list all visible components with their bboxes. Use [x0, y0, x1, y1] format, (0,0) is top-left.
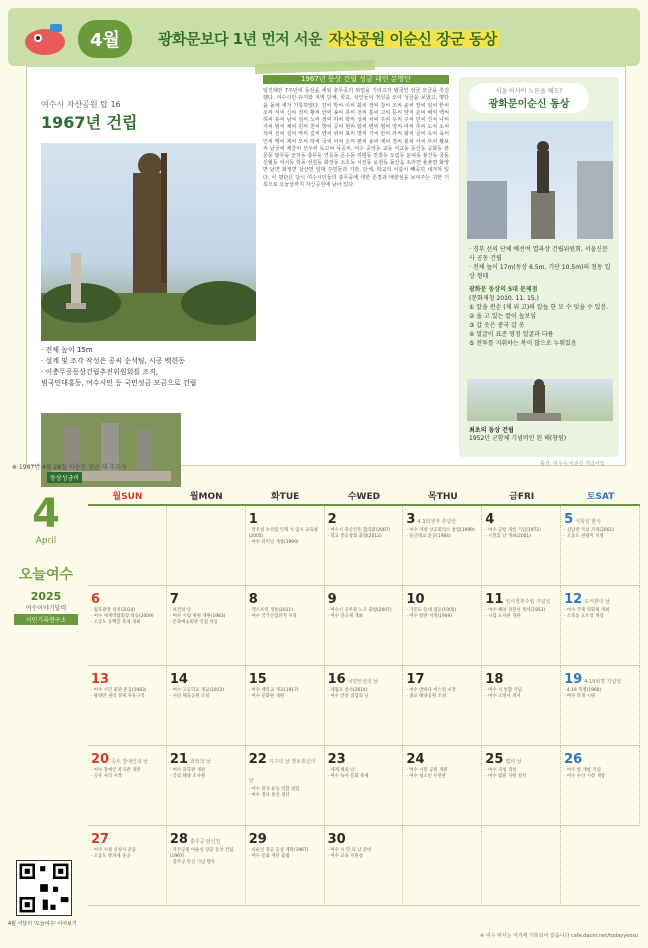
day-number: 1: [248, 512, 258, 527]
calendar-day-16[interactable]: [325, 666, 404, 746]
day-events: · 세월호 참사(2014) · 여수 안전 점검의 날: [327, 688, 369, 699]
facts-list: [41, 345, 256, 389]
calendar-day-20[interactable]: [88, 746, 167, 826]
article-column: [263, 75, 449, 460]
speech-bubble: [469, 83, 589, 113]
calendar-day-14[interactable]: [167, 666, 246, 746]
day-events: · 여수 해양 경찰서 개서(1953) · 시립 도서관 개관: [485, 608, 546, 619]
gwanghwamun-photo: [467, 121, 613, 239]
left-caption-big: 1967년 건립: [41, 113, 138, 132]
rp-point: ② 올 고 있는 칼이 높보임: [469, 313, 537, 320]
day-number: 2: [327, 512, 337, 527]
day-number: 3: [406, 512, 416, 527]
day-events: · 여수 시 민 의 날 준비 · 여수 교육 지원청: [327, 848, 372, 859]
day-number: 30: [327, 832, 346, 847]
fact-item: · 이충무공동상건립추진위원회를 조직,: [41, 368, 159, 376]
day-number: 7: [169, 592, 179, 607]
calendar-day-30[interactable]: [325, 826, 404, 906]
day-observance: 도서관의 날: [584, 599, 610, 605]
statue-photo: [41, 143, 256, 341]
day-events: · 여수 국제 영화제 개최 · 소호동 요트장 개장: [564, 608, 610, 619]
day-events: · 여수 시 통합 기념 · 여수 소방서 개서: [485, 688, 522, 699]
day-number: 8: [248, 592, 258, 607]
dow-wed: 수WED: [347, 492, 381, 502]
day-events: · 자산공원 이순신 장군 동상 건립(1967) · 충무공 탄신 기념 행사: [169, 848, 234, 865]
day-events: · 여수시 축산진흥 협의회(2007) · 학교 총동창회 출범(2012): [327, 528, 391, 539]
day-events: · 보건의 날 · 여수 시립 병원 개원(1983) · 문화예술회관 건립 착공: [169, 608, 226, 625]
day-events: · 여수 대학교 개교(1917) · 여수 문화원 개원: [248, 688, 299, 699]
day-events: · 거문도 등대 점등(1905) · 여수 항만 지정(1949): [406, 608, 457, 619]
page-title: [158, 28, 499, 49]
rp-point: ③ 갑 옷은 중국 갑 옷: [469, 322, 525, 329]
calendar-day-6[interactable]: [88, 586, 167, 666]
calendar-empty-cell: [403, 826, 482, 906]
dow-mon: 월MON: [189, 492, 223, 502]
day-events: · 이순신 장군 동상 제막(1967) · 여수 문화 재단 출범: [248, 848, 309, 859]
fact-item: · 전체 높이 15m: [41, 346, 93, 354]
day-events: · 여수 과학관 개관 · 국립 해양 조사원: [169, 768, 206, 779]
calendar-day-18[interactable]: [482, 666, 561, 746]
day-events: · 만우절 수산업 언제 시 임시 교육청(2005) · 여수 터미널 개장(1999): [248, 528, 318, 545]
day-number: 16: [327, 672, 346, 687]
rp-caption-heading: 최초의 동상 건립: [469, 427, 514, 434]
calendar-empty-cell: [88, 506, 167, 586]
calendar-day-13[interactable]: [88, 666, 167, 746]
credit: 출처: 여수시 이순신 기념사업: [540, 461, 605, 467]
calendar-day-17[interactable]: [403, 666, 482, 746]
mascot-logo-icon: [20, 18, 70, 58]
calendar-day-21[interactable]: [167, 746, 246, 826]
day-number: 28: [169, 832, 188, 847]
day-number: 4: [485, 512, 495, 527]
dow-sat: 토SAT: [586, 492, 615, 502]
calendar-day-19[interactable]: [561, 666, 640, 746]
day-number: 21: [169, 752, 188, 767]
day-observance: 곡우 장애인의 날: [111, 759, 149, 765]
calendar-day-1[interactable]: [246, 506, 325, 586]
day-number: 9: [327, 592, 337, 607]
rp-point: ① 칼을 쥔손 (제 위 고)의 칼높 한 모 수 잇을 수 있음.: [469, 304, 609, 311]
day-events: · 여수 고등학교 개교(1922) · 시민 체육공원 조성: [169, 688, 224, 699]
day-number: 23: [327, 752, 346, 767]
day-events: · 여수 시민 공원 개원 · 여수 청소년 수련관: [406, 768, 448, 779]
day-observance: 4.19혁명 기념일: [584, 679, 622, 685]
calendar-day-3[interactable]: [403, 506, 482, 586]
day-events: · 진남관 국보 지정(2001) · 오동도 관광지 지정: [564, 528, 615, 539]
right-panel: [459, 77, 619, 457]
calendar-day-8[interactable]: [246, 586, 325, 666]
calendar-day-12[interactable]: [561, 586, 640, 666]
day-number: 29: [248, 832, 267, 847]
day-observance: 4.3희생자 추념일: [417, 519, 456, 525]
day-observance: 과학의 날: [189, 759, 211, 765]
calendar-day-2[interactable]: [325, 506, 404, 586]
calendar-day-22[interactable]: [246, 746, 325, 826]
article-title: 1967년 동상 건립 성금 내인 분명단: [263, 75, 449, 84]
title-prefix: 광화문보다 1년 먼저 서운: [158, 30, 323, 48]
left-caption: [41, 99, 211, 133]
header-banner: [8, 8, 640, 66]
right-panel-text: [469, 245, 613, 348]
day-number: 13: [91, 672, 110, 687]
day-events: · 여수 공항 개항 기념(1972) · 시민의 날 개최(2001): [485, 528, 541, 539]
day-events: · 월호광장 설치(2014) · 여수 세계박람회장 착공(2009) · 오동도 동백꽃 축제 개최: [91, 608, 154, 625]
rp-text-1: · 경부 선의 단체 예선여 열과상 건립위원회, 서울신문사 공동 건립: [469, 246, 608, 262]
rp-point: ⑤ 전투를 지휘하는 복이 많으로 누워있음: [469, 340, 577, 347]
day-events: · 여수시 공무원 노조 출범(2007) · 여수 연극제 개최: [327, 608, 392, 619]
day-events: · 세계 책의 날 · 여수 독서 문화 축제: [327, 768, 369, 779]
rp-caption-text: 1952년 군함체 기념비인 된 해(창원): [469, 435, 567, 442]
early-statue-caption: [469, 427, 613, 443]
rp-subheading: (문화재청 2010. 11. 15.): [469, 295, 539, 302]
rp-point: ④ 얼굴이 표준 영정 얼굴과 다름: [469, 331, 554, 338]
day-observance: 지구의 날 정보통신의 날: [248, 759, 316, 784]
day-number: 19: [564, 672, 583, 687]
day-events: · 4.19 혁명(1960) · 여수 학생 시위: [564, 688, 602, 699]
day-number: 17: [406, 672, 425, 687]
day-events: · 여수 환경 운동 연합 창립 · 여수 정보 통신 센터: [248, 787, 300, 798]
title-highlight: 자산공원 이순신 장군 동상: [328, 30, 497, 48]
calendar-day-10[interactable]: [403, 586, 482, 666]
dow-tue: 화TUE: [270, 492, 300, 502]
day-events: · 여수 시청 신청사 준공 · 오동도 방파제 준공: [91, 848, 137, 859]
calendar-day-27[interactable]: [88, 826, 167, 906]
calendar-grid: [88, 506, 640, 906]
memorial-stone-photo: [41, 413, 181, 487]
day-number: 25: [485, 752, 504, 767]
day-number: 11: [485, 592, 504, 607]
rp-heading: 광화문 동상의 5대 문제점: [469, 286, 538, 293]
dow-thu: 목THU: [428, 492, 458, 502]
qr-code-icon[interactable]: [16, 860, 72, 916]
photo-tag: 동상성금비: [47, 472, 82, 483]
day-events: · 여수 항 개항 기념 · 여수 수산 시장 개장: [564, 768, 606, 779]
day-observance: 식목일 한식: [575, 519, 601, 525]
calendar-subtitle: 여수이야기달력: [25, 605, 67, 612]
day-events: · 엑스포역 개통(2011) · 여수 국가산업단지 지정: [248, 608, 297, 619]
month-number: 4: [32, 491, 60, 537]
month-english: April: [35, 536, 57, 546]
day-number: 15: [248, 672, 267, 687]
bubble-big: 광화문이순신 동상: [488, 99, 570, 110]
day-number: 22: [248, 752, 267, 767]
day-number: 26: [564, 752, 583, 767]
day-events: · 여수 지청 개청 · 여수 법원 지원 설치: [485, 768, 527, 779]
fact-item: 범국민대홍동, 여수시민 등 국민성금 모금으로 건립: [41, 379, 197, 387]
day-events: · 여수 밤바다 버스킹 시작 · 종포 해양공원 조성: [406, 688, 456, 699]
rp-text-2: · 전체 높이 17m(동상 6.5m, 기단 10.5m)의 청동 입상 형태: [469, 264, 611, 280]
calendar-empty-cell: [167, 506, 246, 586]
calendar-day-4[interactable]: [482, 506, 561, 586]
publisher-tag: 시민기록연구소: [14, 614, 78, 625]
footer-note: ※ 여수 역사는 여기에 기록되어 있습니다 cafe.daum.net/todayyeosu: [480, 933, 639, 939]
day-observance: 임시정부수립 기념일: [505, 599, 551, 605]
brand-logo: 오늘여수: [18, 567, 74, 583]
qr-caption: 4월 이달의 '오늘여수' 이어보기: [8, 921, 77, 927]
calendar-day-29[interactable]: [246, 826, 325, 906]
day-number: 12: [564, 592, 583, 607]
day-observance: 국민안전의 날: [347, 679, 379, 685]
calendar-day-26[interactable]: [561, 746, 640, 826]
fact-item: · 설계 및 조각 작성은 공씨 순석팀, 시공 백현동: [41, 357, 185, 365]
calendar-day-7[interactable]: [167, 586, 246, 666]
rp-points: [469, 303, 613, 348]
day-events: · 여수 시민 회관 준공(1983) · 광양만 권역 경제 자유구역: [91, 688, 147, 699]
early-statue-photo: [467, 379, 613, 421]
bubble-small: 서울 이사이 노른을 해도?: [495, 88, 563, 95]
calendar-day-28[interactable]: [167, 826, 246, 906]
day-number: 27: [91, 832, 110, 847]
day-number: 14: [169, 672, 188, 687]
day-events: · 여수 지방 상공회의소 창립(1999) · 돌산대교 준공(1984): [406, 528, 475, 539]
calendar-empty-cell: [482, 826, 561, 906]
day-number: 20: [91, 752, 110, 767]
dow-fri: 금FRI: [509, 492, 535, 502]
calendar-day-24[interactable]: [403, 746, 482, 826]
day-observance: 법의 날: [505, 759, 522, 765]
article-body: 임진왜란 7주년에 동상을 세워 충무공의 위업을 기리고자 범국민 성금 모금을 추진했다. 여수시민 유지와 지역 단체, 학교, 상인들이 정성을 모아 성금을 보냈고, 명단을 돌에 새겨 기록하였다. 김씨 박씨 이씨 최씨 정씨 강씨 조씨 윤씨 장씨 임씨 한씨 오씨 서씨 신씨 권씨 황씨 안씨 송씨 류씨 전씨 홍씨 고씨 문씨 양씨 손씨 배씨 백씨 허씨 유씨 남씨 심씨 노씨 정씨 하씨 곽씨 성씨 차씨 주씨 우씨 구씨 민씨 진씨 나씨 지씨 엄씨 채씨 원씨 천씨 방씨 공씨 현씨 함씨 변씨 염씨 양씨 여씨 추씨 도씨 소씨 석씨 선씨 설씨 마씨 길씨 연씨 위씨 표씨 명씨 기씨 반씨 라씨 왕씨 금씨 옥씨 육씨 인씨 맹씨 제씨 모씨 탁씨 국씨 어씨 은씨 편씨 용씨 예씨 경씨 봉씨 사씨 부씨 황보씨 남궁씨 제갈씨 선우씨 독고씨 사공씨. 여수 중앙동 교동 서교동 동산동 공화동 관문동 광무동 군자동 충무동 연등동 문수동 미평동 만흥동 오림동 둔덕동 봉산동 국동 신월동 여서동 학동 선원동 화장동 소호동 시전동 웅천동 돌산읍 소라면 율촌면 화양면 남면 화정면 삼산면 일대 주민들과 기관, 단체, 학교의 이름이 빼곡히 새겨져 있다. 이 명단은 당시 여수시민들의 충무공에 대한 존경과 애향심을 보여주는 귀한 기록으로 오늘날까지 자산공원에 남아 있다.: [263, 88, 449, 188]
weekday-header: [88, 488, 640, 506]
calendar-year: 2025: [30, 590, 62, 603]
calendar-day-5[interactable]: [561, 506, 640, 586]
calendar-day-15[interactable]: [246, 666, 325, 746]
dow-sun: 월SUN: [112, 492, 143, 502]
day-number: 5: [564, 512, 574, 527]
day-events: · 여수 장애인 복지관 개관 · 곡우 사리 시작: [91, 768, 141, 779]
calendar-day-25[interactable]: [482, 746, 561, 826]
day-number: 6: [91, 592, 101, 607]
day-number: 10: [406, 592, 425, 607]
left-caption-small: 여수시 자산공원 탑 16: [41, 100, 121, 109]
month-badge: 4월: [78, 20, 132, 58]
day-observance: 충무공 탄신일: [189, 839, 221, 845]
day-number: 24: [406, 752, 425, 767]
calendar-empty-cell: [561, 826, 640, 906]
calendar-day-9[interactable]: [325, 586, 404, 666]
calendar: [88, 488, 640, 906]
calendar-day-11[interactable]: [482, 586, 561, 666]
calendar-day-23[interactable]: [325, 746, 404, 826]
day-number: 18: [485, 672, 504, 687]
footnote: ※ 1967년 4월 28일 이순신 장군 대 추모식: [12, 464, 127, 471]
